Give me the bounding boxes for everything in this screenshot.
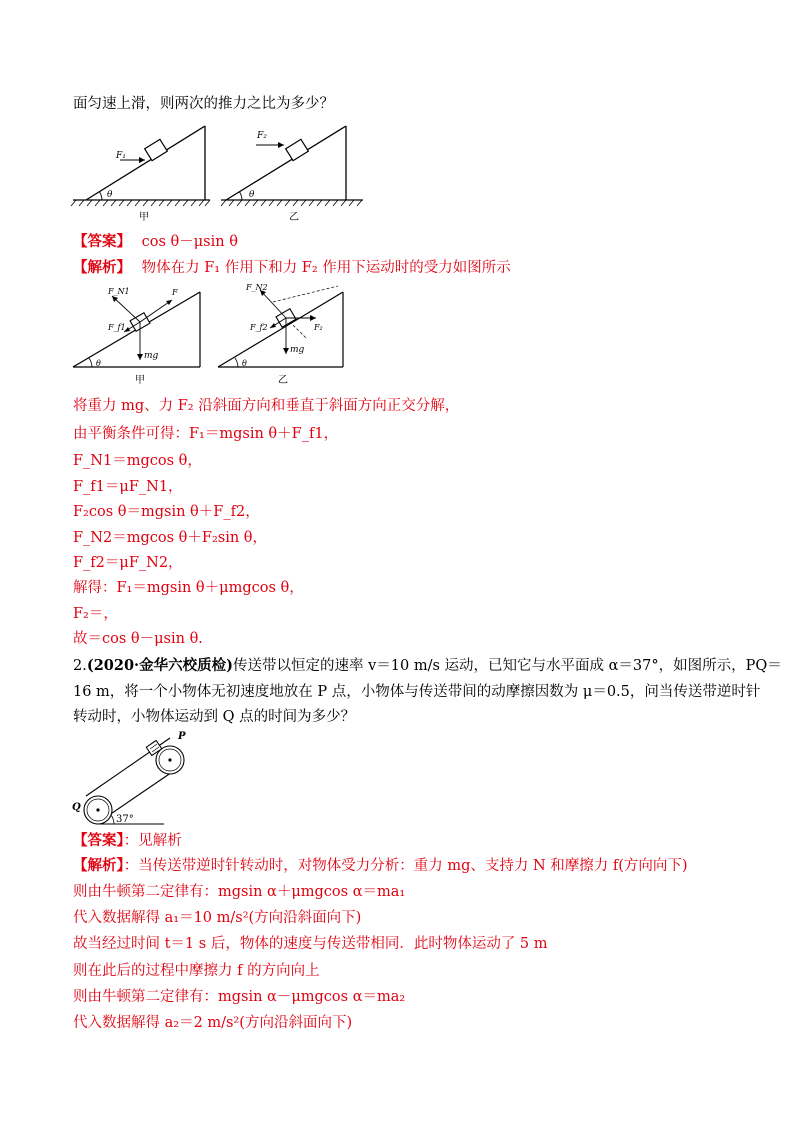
answer-tag: 【答案】 [73,832,124,849]
label-f1: F [172,288,178,297]
question-2-line-1 [73,656,782,676]
analysis-2-line-4: 故当经过时间 t＝1 s 后，物体的速度与传送带相同．此时物体运动了 5 m [73,936,548,952]
question-source: (2020·金华六校质检) [86,657,233,674]
label-mg: mg [290,345,305,355]
analysis-2-line-6: 则由牛顿第二定律有：mgsin α－μmgcos α＝ma₂ [73,989,406,1005]
analysis-2-line-2: 则由牛顿第二定律有：mgsin α＋μmgcos α＝ma₁ [73,884,406,900]
angle-label: θ [107,190,113,200]
figure-force-diagrams [68,282,348,390]
question-2-line-2: 16 m，将一个小物体无初速度地放在 P 点，小物体与传送带间的动摩擦因数为 μ＝0.5，问当传送带逆时针 [73,684,761,700]
label-ff1: F_f1 [108,323,126,332]
label-f2: F₂ [314,323,323,332]
figure-caption-yi: 乙 [289,212,299,223]
analysis-2-line-3: 代入数据解得 a₁＝10 m/s²(方向沿斜面向下) [73,910,362,926]
angle-label: θ [96,359,101,368]
solution-line-4: F_f1＝μF_N1， [73,479,183,495]
force-diagram-right [218,283,343,386]
label-p: P [178,731,186,742]
analysis-2-line [73,856,688,876]
analysis-tag: 【解析】 [73,259,131,276]
analysis-2-line-7: 代入数据解得 a₂＝2 m/s²(方向沿斜面向下) [73,1015,353,1031]
answer-text: cos θ－μsin θ [141,234,238,250]
label-ff2: F_f2 [250,323,268,332]
solution-line-6: F_N2＝mgcos θ＋F₂sin θ， [73,530,268,546]
figure-caption-yi: 乙 [278,375,288,386]
solution-line-9: F₂＝， [73,606,118,622]
figure-incline-right [221,126,363,223]
solution-line-5: F₂cos θ＝mgsin θ＋F_f2， [73,504,260,520]
analysis-tag: 【解析】 [73,857,124,874]
answer-2-line [73,831,182,851]
question-intro: 面匀速上滑，则两次的推力之比为多少？ [73,96,334,112]
analysis-line [73,258,511,278]
question-number: 2. [73,658,87,674]
label-fn1: F_N1 [108,287,130,296]
label-fn2: F_N2 [246,283,268,292]
solution-line-2: 由平衡条件可得：F₁＝mgsin θ＋F_f1， [73,426,339,442]
force-diagram-left [73,287,200,386]
answer-tag: 【答案】 [73,233,131,250]
angle-label: θ [242,359,247,368]
figure-caption-jia: 甲 [139,212,149,223]
answer-line [73,232,238,252]
label-mg: mg [144,351,159,361]
solution-line-7: F_f2＝μF_N2， [73,555,183,571]
figure-incline-left [71,126,210,223]
question-2-line-3: 转动时，小物体运动到 Q 点的时间为多少？ [73,709,356,725]
solution-line-8: 解得：F₁＝mgsin θ＋μmgcos θ， [73,580,304,596]
figure-caption-jia: 甲 [135,375,145,386]
analysis-text: ：当传送带逆时针转动时，对物体受力分析：重力 mg、支持力 N 和摩擦力 f(方向向下) [123,858,688,874]
answer-text: ：见解析 [123,833,182,849]
analysis-text: 物体在力 F₁ 作用下和力 F₂ 作用下运动时的受力如图所示 [141,260,511,276]
solution-line-1: 将重力 mg、力 F₂ 沿斜面方向和垂直于斜面方向正交分解， [73,398,460,414]
analysis-2-line-5: 则在此后的过程中摩擦力 f 的方向向上 [73,963,320,979]
question-text: 传送带以恒定的速率 v＝10 m/s 运动，已知它与水平面成 α＝37°，如图所示，PQ＝ [232,658,782,674]
force-label-f1: F₁ [116,151,126,161]
angle-label-37: 37° [116,814,134,825]
solution-line-3: F_N1＝mgcos θ， [73,453,202,469]
label-q: Q [72,802,81,813]
figure-conveyor-belt [68,730,198,826]
solution-line-10: 故＝cos θ－μsin θ. [73,631,203,647]
force-label-f2: F₂ [257,131,267,141]
figure-incline-push [68,118,368,228]
angle-label: θ [249,190,255,200]
